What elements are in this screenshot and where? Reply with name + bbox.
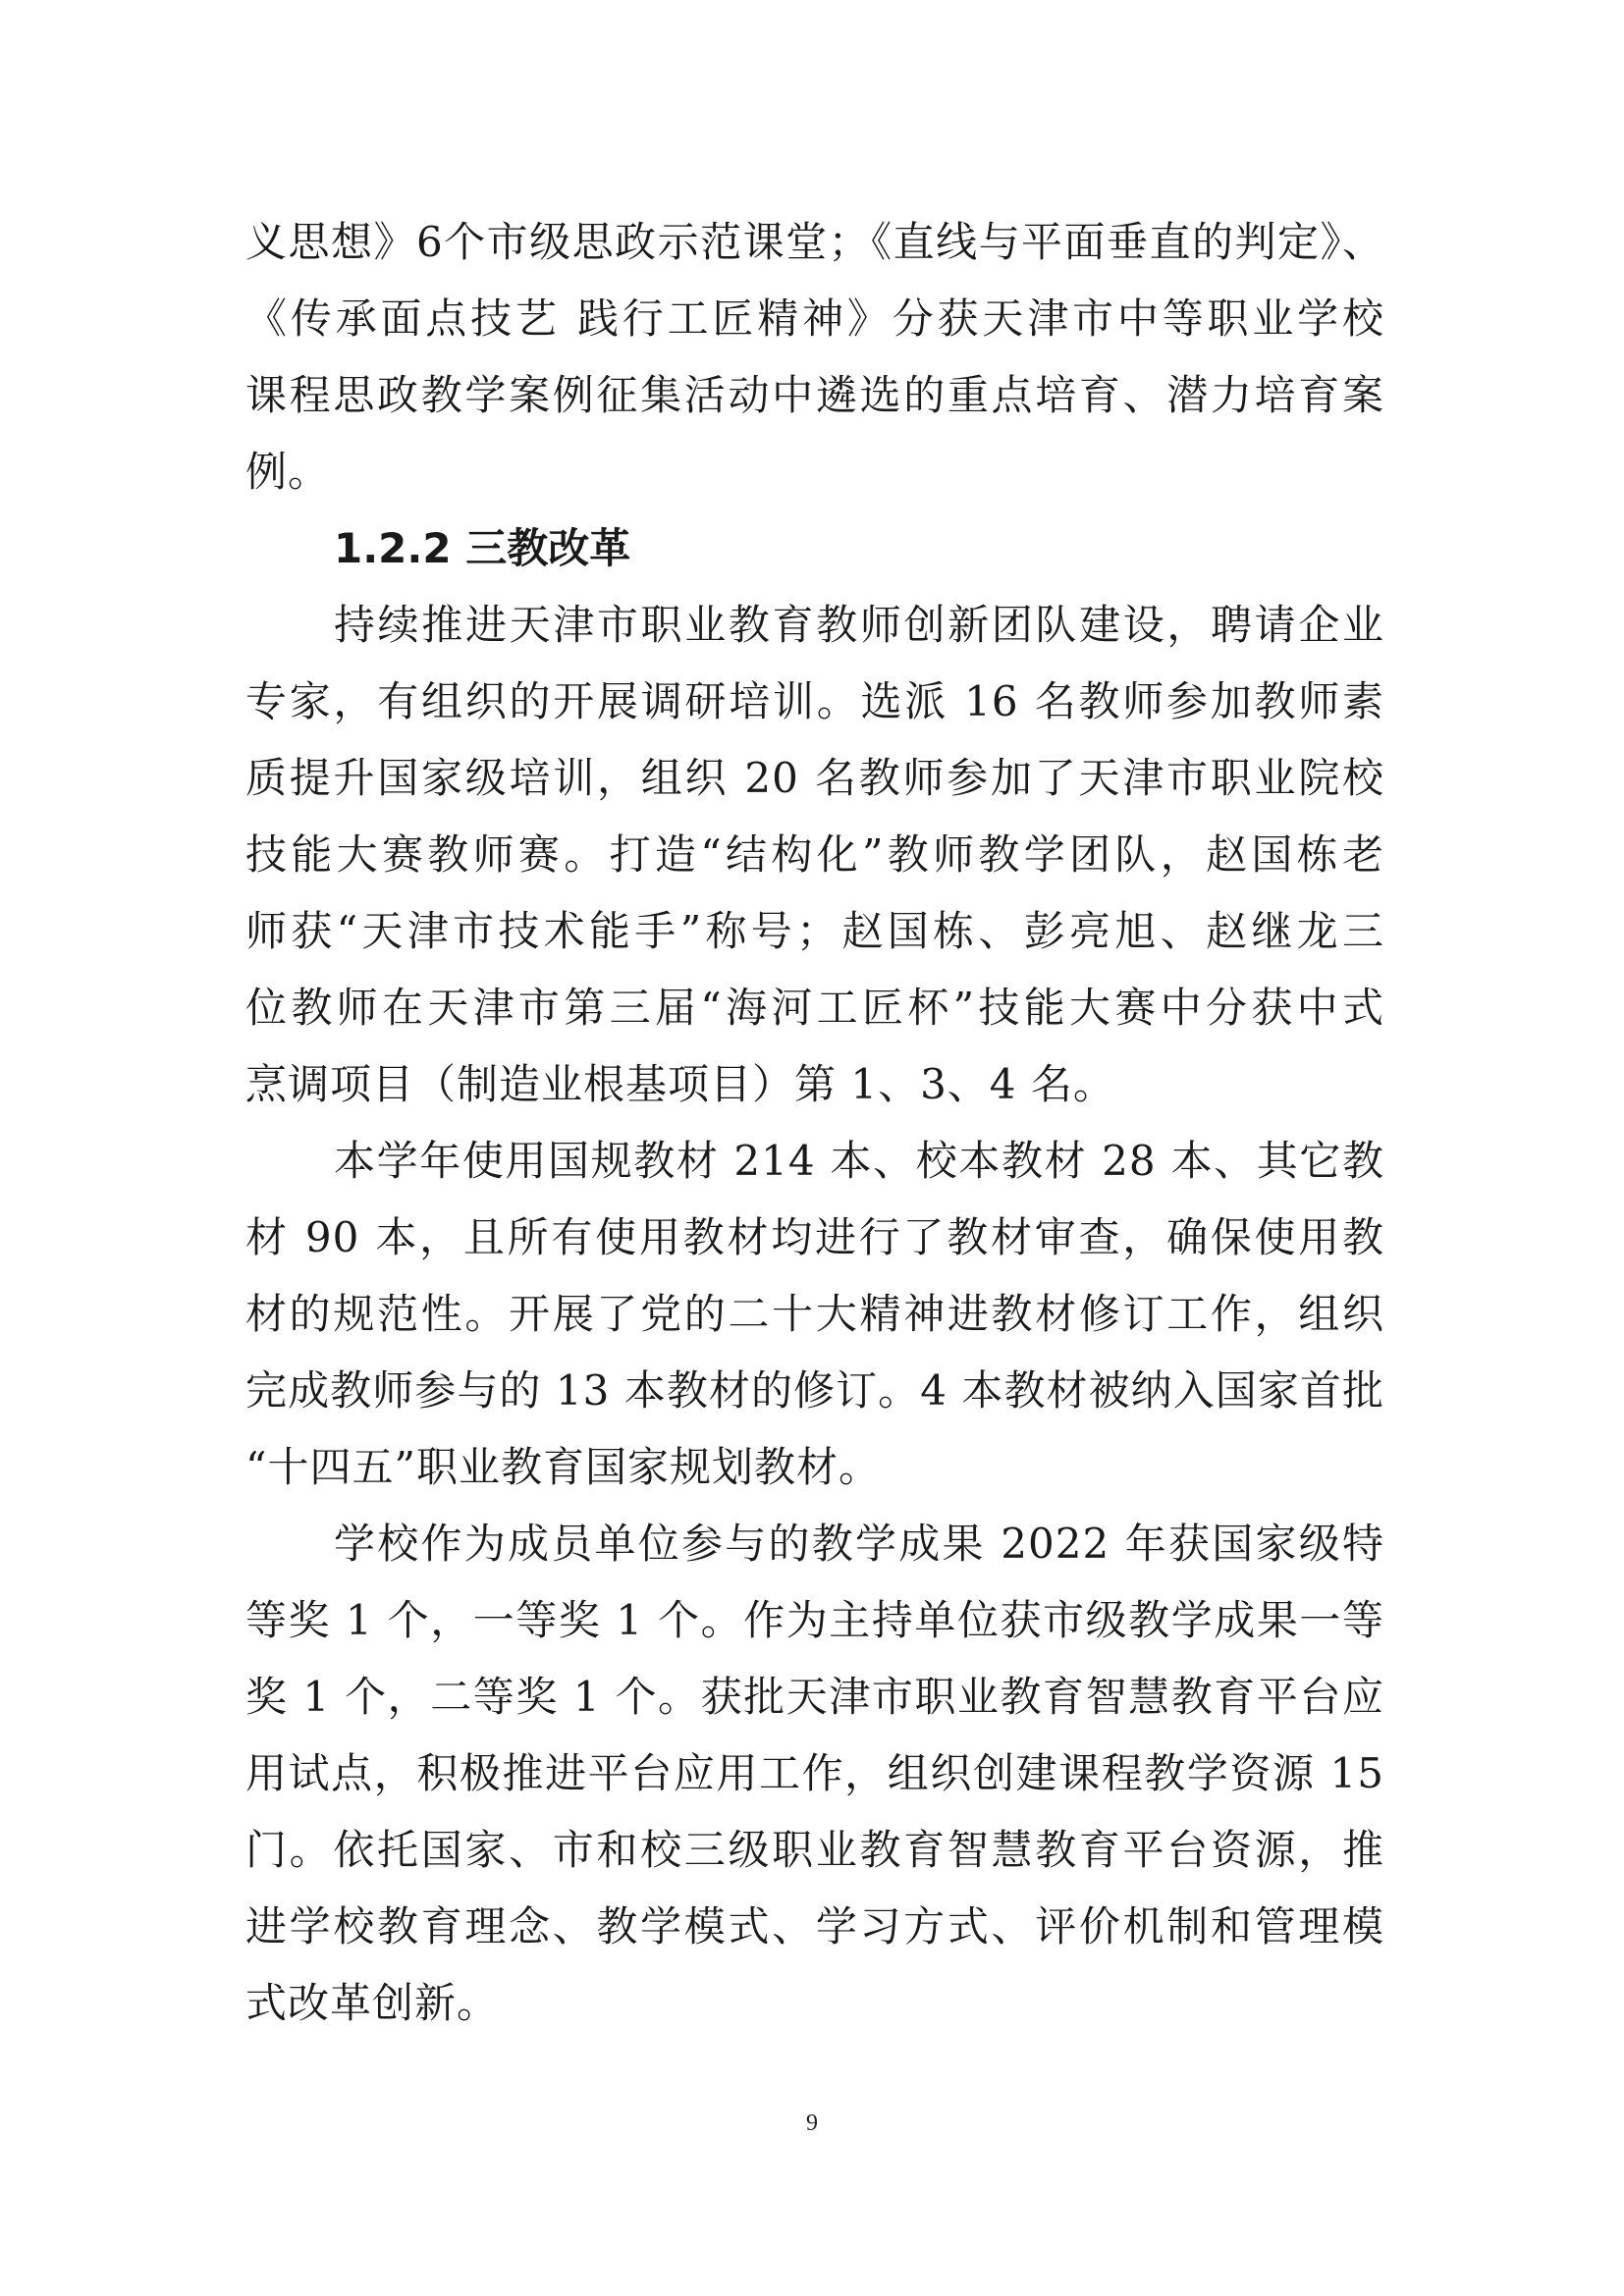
text-line: 烹调项目（制造业根基项目）第 1、3、4 名。 <box>245 1060 1115 1108</box>
text-line: 材的规范性。开展了党的二十大精神进教材修订工作，组织 <box>245 1290 1384 1338</box>
paragraph-teacher-team <box>245 587 1384 1123</box>
text-line: 式改革创新。 <box>245 1979 500 2027</box>
text-line: 用试点，积极推进平台应用工作，组织创建课程教学资源 15 <box>245 1749 1384 1797</box>
page-number: 9 <box>806 2110 818 2136</box>
section-heading: 1.2.2 三教改革 <box>334 524 631 572</box>
page-body <box>245 204 1384 2042</box>
text-line: 进学校教育理念、教学模式、学习方式、评价机制和管理模 <box>245 1902 1384 1950</box>
paragraph-course-ideology <box>245 204 1384 510</box>
text-line: 持续推进天津市职业教育教师创新团队建设，聘请企业 <box>334 601 1384 649</box>
text-line: 例。 <box>245 448 331 496</box>
text-line: 等奖 1 个，一等奖 1 个。作为主持单位获市级教学成果一等 <box>245 1596 1384 1644</box>
text-line: 课程思政教学案例征集活动中遴选的重点培育、潜力培育案 <box>245 371 1384 419</box>
text-line: 质提升国家级培训，组织 20 名教师参加了天津市职业院校 <box>245 754 1384 802</box>
text-line: 专家，有组织的开展调研培训。选派 16 名教师参加教师素 <box>245 677 1384 725</box>
text-line: 技能大赛教师赛。打造“结构化”教师教学团队，赵国栋老 <box>245 830 1384 879</box>
paragraph-teaching-achievements <box>245 1506 1384 2042</box>
text-line: 学校作为成员单位参与的教学成果 2022 年获国家级特 <box>334 1520 1384 1568</box>
text-line: “十四五”职业教育国家规划教材。 <box>245 1443 881 1491</box>
text-line: 本学年使用国规教材 214 本、校本教材 28 本、其它教 <box>334 1137 1384 1185</box>
paragraph-textbooks <box>245 1123 1384 1506</box>
text-line: 完成教师参与的 13 本教材的修订。4 本教材被纳入国家首批 <box>245 1366 1384 1415</box>
text-line: 位教师在天津市第三届“海河工匠杯”技能大赛中分获中式 <box>245 984 1384 1032</box>
text-line: 门。依托国家、市和校三级职业教育智慧教育平台资源，推 <box>245 1826 1384 1874</box>
text-line: 师获“天津市技术能手”称号；赵国栋、彭亮旭、赵继龙三 <box>245 907 1384 955</box>
text-line: 奖 1 个，二等奖 1 个。获批天津市职业教育智慧教育平台应 <box>245 1673 1384 1721</box>
text-line: 《传承面点技艺 践行工匠精神》分获天津市中等职业学校 <box>245 294 1384 343</box>
text-line: 材 90 本，且所有使用教材均进行了教材审查，确保使用教 <box>245 1213 1384 1261</box>
text-line: 义思想》6个市级思政示范课堂；《直线与平面垂直的判定》、 <box>245 218 1384 266</box>
